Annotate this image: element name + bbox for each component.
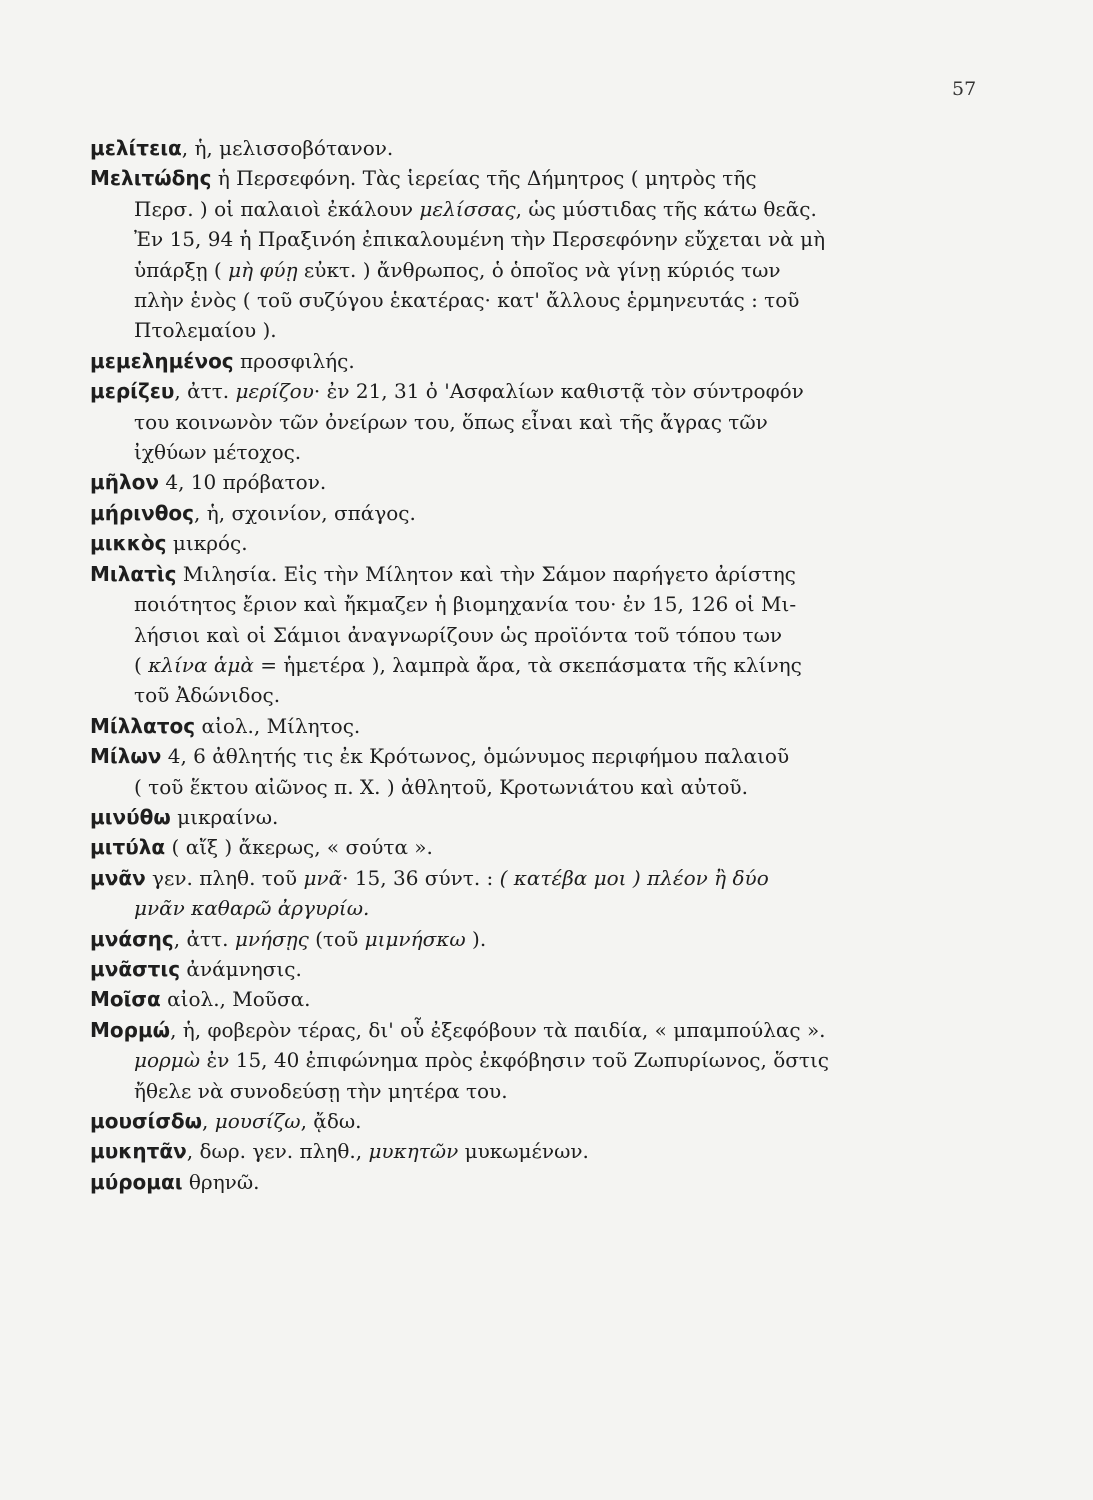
definition-text: θρηνῶ. <box>182 1169 260 1194</box>
entry-definition-line <box>234 349 355 373</box>
entry-continuation-line <box>90 407 932 437</box>
entry-definition-line <box>174 927 486 951</box>
definition-text: μικραίνω. <box>170 804 279 829</box>
entry-definition-line <box>161 987 311 1011</box>
entry-definition-line <box>211 166 756 190</box>
glossary-entry <box>90 467 932 497</box>
entry-headword: μινύθω <box>90 804 171 829</box>
entry-headword: μήρινθος <box>90 500 195 525</box>
entry-definition-line <box>167 531 248 555</box>
definition-text: (τοῦ <box>308 926 365 951</box>
definition-text: ( αἴξ ) ἄκερως, « σούτα ». <box>165 835 433 860</box>
entry-continuation-line <box>90 437 932 467</box>
glossary-entry <box>90 741 932 802</box>
entry-continuation-line <box>90 194 932 224</box>
definition-text: ἰχθύων μέτοχος. <box>134 440 302 465</box>
glossary-entry <box>90 528 932 558</box>
entry-definition-line <box>161 744 789 768</box>
italic-text: μουσίζω <box>214 1109 301 1133</box>
glossary-entry <box>90 376 932 467</box>
entry-headword: Μοῖσα <box>90 987 161 1012</box>
glossary-entry <box>90 133 932 163</box>
entry-continuation-line <box>90 620 932 650</box>
entry-continuation-line <box>90 315 932 345</box>
entry-continuation-line <box>90 224 932 254</box>
entry-definition-line <box>195 714 360 738</box>
italic-text: μὴ φύῃ <box>228 257 298 282</box>
entry-continuation-line <box>90 589 932 619</box>
glossary-entry <box>90 863 932 924</box>
glossary-entry <box>90 924 932 954</box>
definition-text: πλὴν ἑνὸς ( τοῦ συζύγου ἑκατέρας· κατ' ἄλλους ἑρμηνευτάς : τοῦ <box>134 288 800 313</box>
entry-headword: Μιλατὶς <box>90 561 177 586</box>
definition-text: ( <box>134 652 149 677</box>
italic-text: μελίσσας <box>419 196 516 221</box>
entry-headword: μῆλον <box>90 470 159 495</box>
entry-definition-line <box>180 957 302 981</box>
definition-text: ἡ Περσεφόνη. Τὰς ἱερείας τῆς Δήμητρος ( μητρὸς τῆς <box>211 166 757 191</box>
glossary-entry <box>90 1167 932 1197</box>
definition-text: αἰολ., Μίλητος. <box>195 713 361 738</box>
italic-text: μνᾶν καθαρῶ ἀργυρίω. <box>134 896 370 921</box>
definition-text: προσφιλής. <box>233 348 355 373</box>
definition-text: Ἐν 15, 94 ἡ Πραξινόη ἐπικαλουμένη τὴν Περσεφόνην εὔχεται νὰ μὴ <box>134 227 826 252</box>
definition-text: ( τοῦ ἕκτου αἰῶνος π. Χ. ) ἀθλητοῦ, Κροτωνιάτου καὶ αὐτοῦ. <box>134 774 748 799</box>
entry-definition-line <box>182 136 394 160</box>
definition-text: 4, 10 πρόβατον. <box>158 470 327 495</box>
definition-text: μικρός. <box>166 531 248 556</box>
entry-headword: μνάσης <box>90 926 174 951</box>
entry-definition-line <box>170 1018 825 1042</box>
italic-text: μνήσῃς <box>234 926 309 951</box>
definition-text: , δωρ. γεν. πληθ., <box>186 1139 369 1164</box>
entry-definition-line <box>187 1139 589 1163</box>
definition-text: Μιλησία. Εἰς τὴν Μίλητον καὶ τὴν Σάμον παρήγετο ἀρίστης <box>176 561 796 586</box>
definition-text: τοῦ Ἀδώνιδος. <box>134 683 281 708</box>
glossary-entry <box>90 832 932 862</box>
entry-headword: μνᾶστις <box>90 956 181 981</box>
glossary <box>90 133 932 1197</box>
glossary-entry <box>90 498 932 528</box>
definition-text: μυκωμένων. <box>458 1139 589 1164</box>
entry-headword: Μορμώ <box>90 1017 171 1042</box>
glossary-entry <box>90 711 932 741</box>
entry-headword: μιτύλα <box>90 835 166 860</box>
italic-text: μερίζου <box>235 379 314 404</box>
entry-definition-line <box>159 470 326 494</box>
glossary-entry <box>90 346 932 376</box>
italic-text: μυκητῶν <box>368 1139 459 1164</box>
entry-continuation-line <box>90 255 932 285</box>
entry-definition-line <box>177 562 796 586</box>
definition-text: , <box>202 1109 215 1133</box>
italic-text: ( κατέβα μοι ) πλέον ἢ δύο <box>499 865 769 890</box>
entry-headword: Μελιτώδης <box>90 166 212 191</box>
definition-text: , ἀττ. <box>174 379 236 404</box>
entry-definition-line <box>165 835 433 859</box>
entry-continuation-line <box>90 680 932 710</box>
definition-text: λήσιοι καὶ οἱ Σάμιοι ἀναγνωρίζουν ὡς προϊόντα τοῦ τόπου των <box>134 622 783 647</box>
entry-definition-line <box>183 1170 260 1194</box>
glossary-entry <box>90 1106 932 1136</box>
entry-headword: Μίλλατος <box>90 713 196 738</box>
entry-continuation-line <box>90 1045 932 1075</box>
entry-headword: μικκὸς <box>90 531 167 556</box>
definition-text: , ἡ, μελισσοβότανον. <box>181 136 394 160</box>
page-number: 57 <box>952 78 977 100</box>
definition-text: , ἡ, σχοινίον, σπάγος. <box>194 500 416 525</box>
definition-text: Πτολεμαίου ). <box>134 318 277 343</box>
entry-definition-line <box>194 501 416 525</box>
definition-text: του κοινωνὸν τῶν ὀνείρων του, ὅπως εἶναι καὶ τῆς ἄγρας τῶν <box>134 409 768 434</box>
entry-headword: μερίζευ <box>90 379 175 404</box>
entry-definition-line <box>202 1109 362 1133</box>
definition-text: , ᾄδω. <box>300 1109 362 1133</box>
italic-text: μορμὼ <box>134 1048 201 1073</box>
glossary-entry <box>90 559 932 711</box>
definition-text: Περσ. ) οἱ παλαιοὶ ἐκάλουν <box>134 196 420 221</box>
definition-text: αἰολ., Μοῦσα. <box>160 987 311 1012</box>
entry-headword: μεμελημένος <box>90 348 234 373</box>
definition-text: ποιότητος ἔριον καὶ ἤκμαζεν ἡ βιομηχανία του· ἐν 15, 126 οἱ Μι- <box>134 592 797 617</box>
glossary-entry <box>90 163 932 345</box>
entry-headword: μελίτεια <box>90 136 182 160</box>
definition-text: , ἀττ. <box>173 926 235 951</box>
entry-continuation-line <box>90 1076 932 1106</box>
italic-text: κλίνα ἁμὰ <box>148 652 254 677</box>
definition-text: ὑπάρξῃ ( <box>134 257 229 282</box>
definition-text: εὐκτ. ) ἄνθρωπος, ὁ ὁποῖος νὰ γίνῃ κύριός των <box>297 257 781 282</box>
entry-definition-line <box>174 379 803 403</box>
definition-text: , ἡ, φοβερὸν τέρας, δι' οὗ ἐξεφόβουν τὰ παιδία, « μπαμπούλας ». <box>170 1017 826 1042</box>
definition-text: 4, 6 ἀθλητής τις ἐκ Κρότωνος, ὁμώνυμος περιφήμου παλαιοῦ <box>161 744 790 769</box>
definition-text: , ὡς μύστιδας τῆς κάτω θεᾶς. <box>515 196 817 221</box>
entry-headword: Μίλων <box>90 744 162 769</box>
definition-text: = ἡμετέρα ), λαμπρὰ ἄρα, τὰ σκεπάσματα τῆς κλίνης <box>253 652 802 677</box>
entry-headword: μυκητᾶν <box>90 1139 187 1164</box>
definition-text: · 15, 36 σύντ. : <box>342 865 500 890</box>
definition-text: ἐν 15, 40 ἐπιφώνημα πρὸς ἐκφόβησιν τοῦ Ζωπυρίωνος, ὅστις <box>200 1048 830 1073</box>
glossary-entry <box>90 954 932 984</box>
entry-continuation-line <box>90 893 932 923</box>
glossary-entry <box>90 984 932 1014</box>
entry-headword: μουσίσδω <box>90 1109 203 1133</box>
italic-text: μιμνήσκω <box>364 926 466 951</box>
entry-headword: μνᾶν <box>90 865 146 890</box>
entry-definition-line <box>146 866 769 890</box>
glossary-entry <box>90 1136 932 1166</box>
entry-headword: μύρομαι <box>90 1169 183 1194</box>
definition-text: · ἐν 21, 31 ὁ 'Ασφαλίων καθιστᾷ τὸν σύντροφόν <box>313 379 804 404</box>
entry-continuation-line <box>90 285 932 315</box>
italic-text: μνᾶ <box>303 865 343 890</box>
definition-text: γεν. πληθ. τοῦ <box>145 865 304 890</box>
definition-text: ἀνάμνησις. <box>180 956 302 981</box>
entry-definition-line <box>171 805 279 829</box>
glossary-entry <box>90 802 932 832</box>
entry-continuation-line <box>90 650 932 680</box>
entry-continuation-line <box>90 772 932 802</box>
definition-text: ). <box>465 926 487 951</box>
definition-text: ἤθελε νὰ συνοδεύσῃ τὴν μητέρα του. <box>134 1078 508 1103</box>
glossary-entry <box>90 1015 932 1106</box>
